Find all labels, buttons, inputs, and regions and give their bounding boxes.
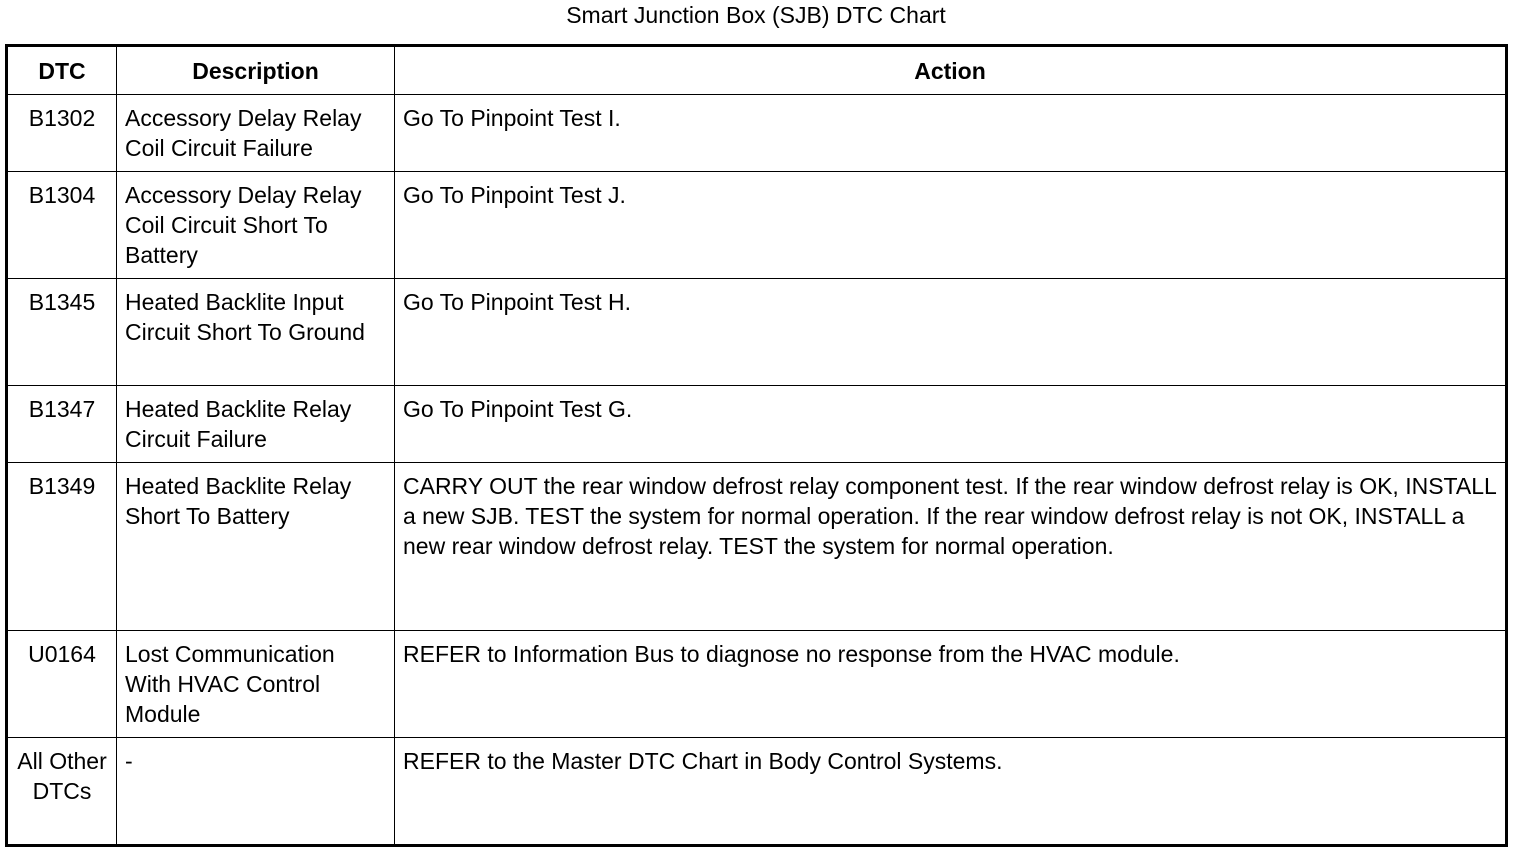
dtc-table	[5, 44, 1508, 847]
dtc-action: Go To Pinpoint Test H.	[395, 279, 1507, 386]
header-action: Action	[395, 46, 1507, 95]
header-dtc: DTC	[7, 46, 117, 95]
dtc-code: U0164	[7, 631, 117, 738]
dtc-action: Go To Pinpoint Test G.	[395, 386, 1507, 463]
dtc-description: -	[117, 738, 395, 846]
dtc-action: REFER to Information Bus to diagnose no response from the HVAC module.	[395, 631, 1507, 738]
dtc-action: CARRY OUT the rear window defrost relay component test. If the rear window defrost relay is OK, INSTALL a new SJB. TEST the system for normal operation. If the rear window defrost relay is not OK, INSTALL a new rear window defrost relay. TEST the system for normal operation.	[395, 463, 1507, 631]
table-row	[7, 386, 1507, 463]
dtc-description: Accessory Delay Relay Coil Circuit Short To Battery	[117, 172, 395, 279]
table-row	[7, 738, 1507, 846]
table-header-row	[7, 46, 1507, 95]
table-row	[7, 95, 1507, 172]
dtc-description: Heated Backlite Relay Circuit Failure	[117, 386, 395, 463]
dtc-code: All Other DTCs	[7, 738, 117, 846]
dtc-description: Heated Backlite Relay Short To Battery	[117, 463, 395, 631]
table-row	[7, 279, 1507, 386]
dtc-action: Go To Pinpoint Test J.	[395, 172, 1507, 279]
header-description: Description	[117, 46, 395, 95]
dtc-code: B1347	[7, 386, 117, 463]
dtc-code: B1304	[7, 172, 117, 279]
dtc-description: Accessory Delay Relay Coil Circuit Failure	[117, 95, 395, 172]
dtc-description: Lost Communication With HVAC Control Module	[117, 631, 395, 738]
dtc-description: Heated Backlite Input Circuit Short To Ground	[117, 279, 395, 386]
table-row	[7, 172, 1507, 279]
dtc-code: B1302	[7, 95, 117, 172]
dtc-code: B1345	[7, 279, 117, 386]
table-row	[7, 631, 1507, 738]
dtc-action: Go To Pinpoint Test I.	[395, 95, 1507, 172]
dtc-code: B1349	[7, 463, 117, 631]
table-row	[7, 463, 1507, 631]
dtc-action: REFER to the Master DTC Chart in Body Control Systems.	[395, 738, 1507, 846]
page-title: Smart Junction Box (SJB) DTC Chart	[566, 2, 946, 28]
